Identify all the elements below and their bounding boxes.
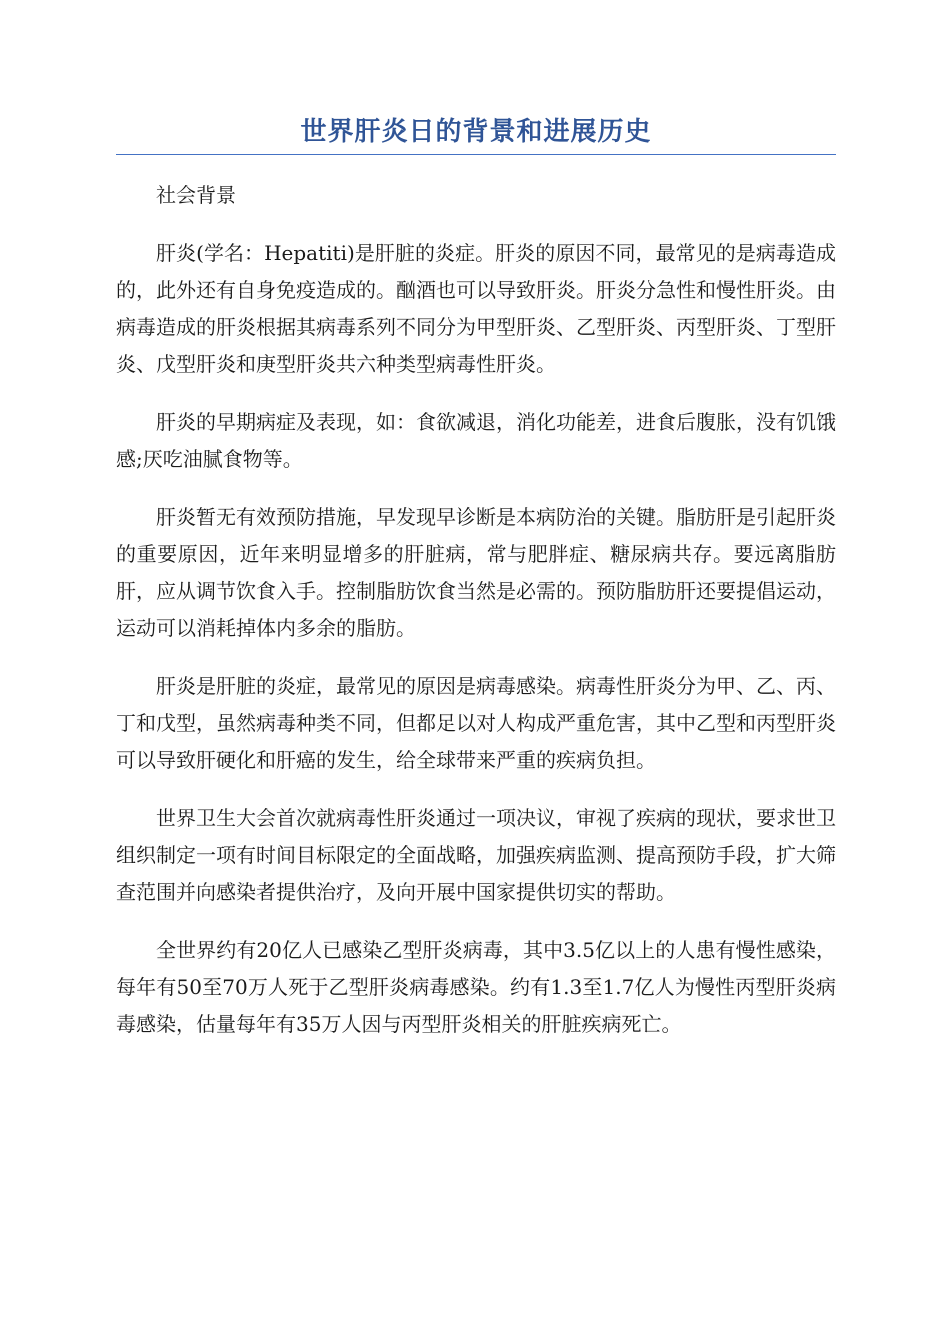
document-title: 世界肝炎日的背景和进展历史 — [300, 117, 652, 147]
paragraph-definition: 肝炎(学名：Hepatiti)是肝脏的炎症。肝炎的原因不同，最常见的是病毒造成的，此外还有自身免疫造成的。酗酒也可以导致肝炎。肝炎分急性和慢性肝炎。由病毒造成的肝炎根据其病毒系列不同分为甲型肝炎、乙型肝炎、丙型肝炎、丁型肝炎、戊型肝炎和庚型肝炎共六种类型病毒性肝炎。 — [116, 241, 836, 376]
document-page — [116, 112, 836, 1043]
paragraph-who-resolution: 世界卫生大会首次就病毒性肝炎通过一项决议，审视了疾病的现状，要求世卫组织制定一项有时间目标限定的全面战略，加强疾病监测、提高预防手段，扩大筛查范围并向感染者提供治疗，及向开展中国家提供切实的帮助。 — [116, 806, 836, 904]
paragraph-viral-types: 肝炎是肝脏的炎症，最常见的原因是病毒感染。病毒性肝炎分为甲、乙、丙、丁和戊型，虽然病毒种类不同，但都足以对人构成严重危害，其中乙型和丙型肝炎可以导致肝硬化和肝癌的发生，给全球带来严重的疾病负担。 — [116, 674, 836, 772]
title-underline — [116, 154, 836, 155]
paragraph-symptoms: 肝炎的早期病症及表现，如：食欲减退，消化功能差，进食后腹胀，没有饥饿感;厌吃油腻食物等。 — [116, 410, 836, 471]
paragraph-prevention: 肝炎暂无有效预防措施，早发现早诊断是本病防治的关键。脂肪肝是引起肝炎的重要原因，近年来明显增多的肝脏病，常与肥胖症、糖尿病共存。要远离脂肪肝，应从调节饮食入手。控制脂肪饮食当然是必需的。预防脂肪肝还要提倡运动，运动可以消耗掉体内多余的脂肪。 — [116, 505, 836, 640]
paragraph-statistics: 全世界约有20亿人已感染乙型肝炎病毒，其中3.5亿以上的人患有慢性感染，每年有50至70万人死于乙型肝炎病毒感染。约有1.3至1.7亿人为慢性丙型肝炎病毒感染，估量每年有35万人因与丙型肝炎相关的肝脏疾病死亡。 — [116, 938, 836, 1036]
section-heading: 社会背景 — [156, 183, 236, 207]
